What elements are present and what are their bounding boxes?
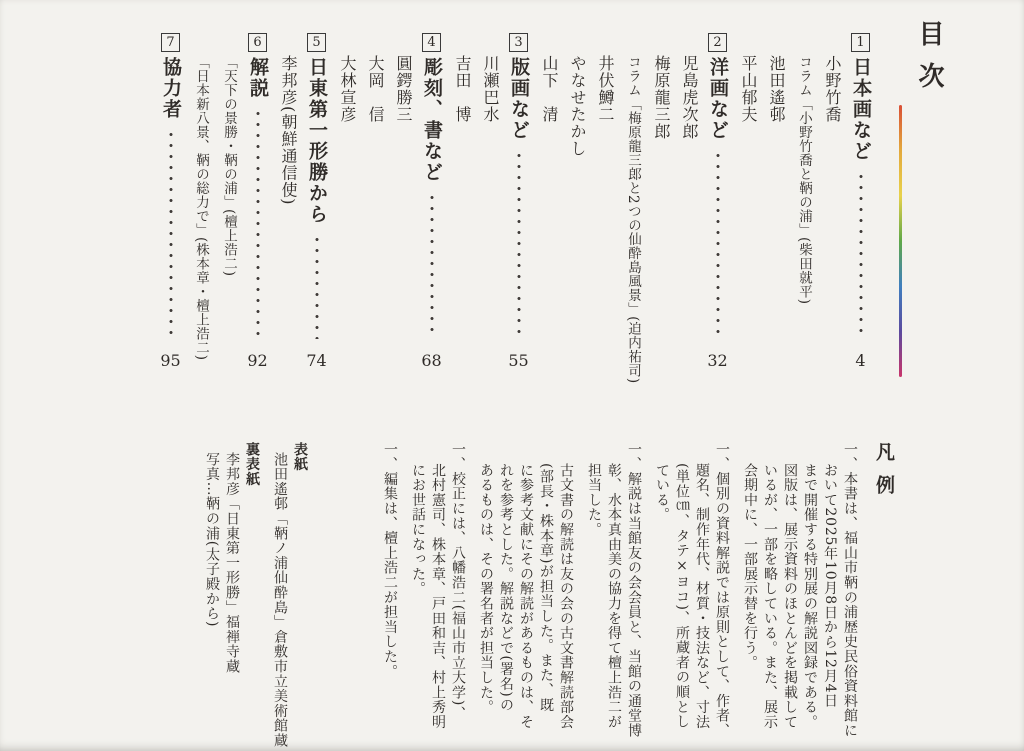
note-line: 北村憲司、株本章、戸田和吉、村上秀明 (430, 463, 446, 730)
toc-item: コラム「梅原龍三郎と2つの仙酔島風景」(迫内祐司) (625, 55, 641, 384)
dot-leader (314, 234, 320, 339)
notes-heading: 凡例 (873, 442, 895, 508)
note-line: (単位㎝、タテ×ヨコ)、所蔵者の順とし (674, 463, 690, 730)
note-line: いるが、一部を略している。また、展示 (762, 463, 778, 730)
toc-section (158, 20, 183, 400)
section-items (452, 33, 500, 400)
toc-item: 梅原龍三郎 (652, 55, 671, 140)
toc-item: 児島虎次郎 (680, 55, 699, 140)
section-page-number: 92 (247, 351, 268, 370)
note-line: (部長・株本章)が担当した。また、既 (538, 463, 554, 713)
note-line: に参考文献にその解読があるものは、そ (518, 463, 534, 730)
toc-item: 池田遙邨 (767, 55, 786, 123)
toc-section (452, 20, 531, 400)
section-page-number: 55 (508, 351, 529, 370)
note-line: 裏表紙 (244, 442, 260, 487)
toc-item: コラム「小野竹喬と鞆の浦」(柴田就平) (796, 55, 812, 305)
section-number: 3 (514, 35, 523, 50)
section-page-number: 95 (160, 351, 181, 370)
toc-section (337, 20, 444, 400)
toc-section (191, 20, 270, 400)
toc-item: 山下 清 (540, 55, 559, 123)
note-line: 図版は、展示資料のほとんどを掲載して (782, 463, 798, 730)
note-line: おいて2025年10月8日から12月4日 (822, 463, 838, 709)
section-page-number: 68 (421, 351, 442, 370)
note-line: 一、編集は、檀上浩二が担当した。 (382, 442, 398, 679)
note-line: 彰、水本真由美の協力を得て檀上浩二が (606, 463, 622, 730)
section-number-box (248, 33, 267, 52)
section-page-number: 4 (855, 351, 866, 370)
note-line: 一、本書は、福山市鞆の浦歴史民俗資料館に (842, 442, 858, 738)
note-line: 一、個別の資料解説では原則として、作者、 (714, 442, 730, 738)
toc-section-heading (158, 33, 183, 373)
notes-lines (202, 442, 860, 751)
section-number-box (307, 33, 326, 52)
dot-leader (255, 108, 261, 339)
note-line: ている。 (654, 463, 670, 523)
section-title: 解説 (247, 57, 269, 99)
note-line: 一、校正には、八幡浩二(福山市立大学)、 (450, 442, 466, 721)
section-title: 版画など (508, 57, 530, 141)
section-number-box (708, 33, 727, 52)
toc-item: 大岡 信 (366, 55, 385, 123)
toc-item: 井伏鱒二 (596, 55, 615, 123)
section-items (278, 33, 298, 400)
section-number: 2 (713, 35, 722, 50)
toc-item: 李邦彦(朝鮮通信使) (279, 55, 298, 206)
toc-section (738, 20, 873, 400)
toc-section-heading (506, 33, 531, 373)
section-number: 6 (253, 35, 262, 50)
toc-item: 圓鍔勝三 (394, 55, 413, 123)
note-line: 写真…鞆の浦(太子殿から) (204, 452, 220, 628)
section-number: 4 (427, 35, 436, 50)
section-items (191, 33, 239, 400)
toc-section (539, 20, 730, 400)
section-number: 7 (166, 35, 175, 50)
section-title: 彫刻、書など (421, 57, 443, 183)
dot-leader (858, 171, 864, 339)
section-number-box (161, 33, 180, 52)
section-page-number: 74 (306, 351, 327, 370)
note-line: 担当した。 (586, 463, 602, 537)
toc-section-heading (848, 33, 873, 373)
note-line: 池田遙邨「鞆ノ浦仙酔島」倉敷市立美術館蔵 (272, 452, 288, 748)
note-line: 会期中に、一部展示替を行う。 (742, 463, 758, 671)
toc-section-heading (304, 33, 329, 373)
section-number-box (851, 33, 870, 52)
section-title: 日本画など (850, 57, 872, 162)
toc-section-heading (245, 33, 270, 373)
rainbow-divider-line (899, 105, 902, 377)
section-items (738, 33, 842, 400)
section-items (539, 33, 699, 400)
dot-leader (168, 129, 174, 339)
note-line: あるものは、その署名者が担当した。 (478, 463, 494, 715)
dot-leader (516, 150, 522, 339)
section-items (337, 33, 413, 400)
note-line: れを参考とした。解説などで(署名)の (498, 463, 514, 713)
toc-section-heading (419, 33, 444, 373)
toc-item: 平山郁夫 (739, 55, 758, 123)
section-title: 日東第一形勝から (306, 57, 328, 225)
note-line: 李邦彦「日東第一形勝」福禅寺蔵 (224, 452, 240, 674)
toc-item: 「天下の景勝・鞆の浦」(檀上浩二) (221, 55, 237, 277)
section-title: 協力者 (160, 57, 182, 120)
section-number-box (422, 33, 441, 52)
toc-item: 大林宣彦 (338, 55, 357, 123)
section-page-number: 32 (707, 351, 728, 370)
note-line: にお世話になった。 (410, 463, 426, 597)
toc-item: 小野竹喬 (823, 55, 842, 123)
toc-section-heading (705, 33, 730, 373)
note-line: 表紙 (292, 442, 308, 472)
toc-page-title: 目次 (914, 20, 944, 104)
toc-sections (158, 20, 873, 400)
toc-item: 「日本新八景、鞆の総力で」(株本章・檀上浩二) (193, 55, 209, 361)
toc-item: 川瀬巴水 (481, 55, 500, 123)
dot-leader (715, 150, 721, 339)
section-title: 洋画など (707, 57, 729, 141)
section-number: 1 (856, 35, 865, 50)
toc-item: やなせたかし (568, 55, 587, 157)
dot-leader (429, 192, 435, 339)
toc-item: 吉田 博 (453, 55, 472, 123)
explanatory-notes (0, 430, 1024, 751)
note-line: 題名、制作年代、材質・技法など、寸法 (694, 463, 710, 730)
note-line: まで開催する特別展の解説図録である。 (802, 463, 818, 730)
toc-section (278, 20, 329, 400)
note-line: 一、解説は当館友の会会員と、当館の通堂博 (626, 442, 642, 738)
note-line: 古文書の解読は友の会の古文書解読部会 (558, 463, 574, 730)
section-number-box (509, 33, 528, 52)
section-number: 5 (312, 35, 321, 50)
